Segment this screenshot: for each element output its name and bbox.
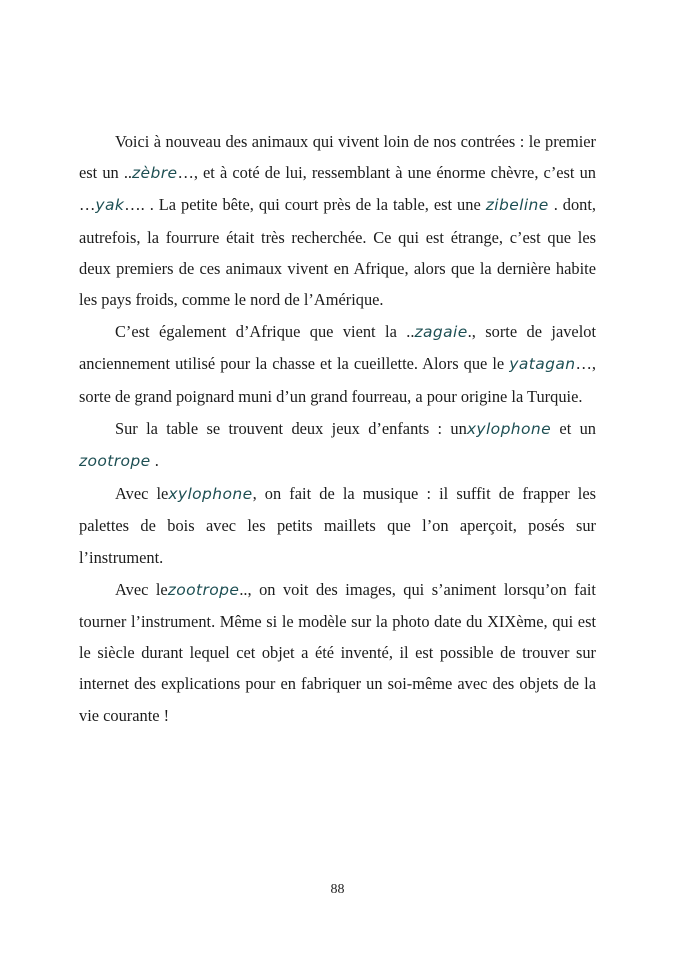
handwritten-answer: xylophone <box>168 485 253 504</box>
handwritten-answer: zagaie <box>414 323 468 342</box>
text-segment: Sur la table se trouvent deux jeux d’enfants : un <box>115 418 467 438</box>
text-segment: . <box>150 451 159 471</box>
handwritten-answer: zèbre <box>132 164 178 183</box>
text-segment: …, sorte de grand poignard muni d’un grand fourreau, a pour origine la Turquie. <box>79 354 596 406</box>
text-segment: .., on voit des images, qui s’animent lorsqu’on fait tourner l’instrument. Même si le modèle sur la photo date du XIXème, qui est le siècle durant lequel cet objet a été inventé, il est possible de trouver sur internet des explications pour en fabriquer un soi-même avec des objets de la vie courante ! <box>79 579 596 725</box>
handwritten-answer: zibeline <box>485 196 549 215</box>
handwritten-answer: zootrope <box>79 452 151 471</box>
handwritten-answer: xylophone <box>466 419 552 438</box>
paragraph <box>79 574 596 731</box>
text-segment: Avec le <box>115 484 169 504</box>
text-segment: …. . La petite bête, qui court près de la table, est une <box>124 195 486 215</box>
page-number: 88 <box>330 882 345 897</box>
paragraph <box>79 126 596 315</box>
text-segment: et un <box>551 418 596 438</box>
handwritten-answer: yatagan <box>509 355 576 374</box>
text-segment: C’est également d’Afrique que vient la .. <box>115 322 415 342</box>
text-segment: Voici à nouveau des animaux qui vivent loin de nos contrées : le premier est un .. <box>79 132 596 183</box>
handwritten-answer: zootrope <box>167 580 240 599</box>
text-segment: . dont, autrefois, la fourrure était très recherchée. Ce qui est étrange, c’est que les deux premiers de ces animaux vivent en Afrique, alors que la dernière habite les pays froids, comme le nord de l’Amérique. <box>79 195 597 310</box>
handwritten-answer: yak <box>95 196 125 215</box>
text-segment: ., sorte de javelot anciennement utilisé pour la chasse et la cueillette. Alors que le <box>79 322 597 374</box>
text-segment: …, et à coté de lui, ressemblant à une énorme chèvre, c’est un … <box>79 163 596 215</box>
body-text <box>79 126 596 731</box>
paragraph <box>79 316 596 412</box>
text-segment: Avec le <box>115 579 168 599</box>
paragraph <box>79 413 596 477</box>
text-segment: , on fait de la musique : il suffit de frapper les palettes de bois avec les petits maillets que l’on aperçoit, posés sur l’instrument. <box>79 484 596 567</box>
paragraph <box>79 478 596 573</box>
